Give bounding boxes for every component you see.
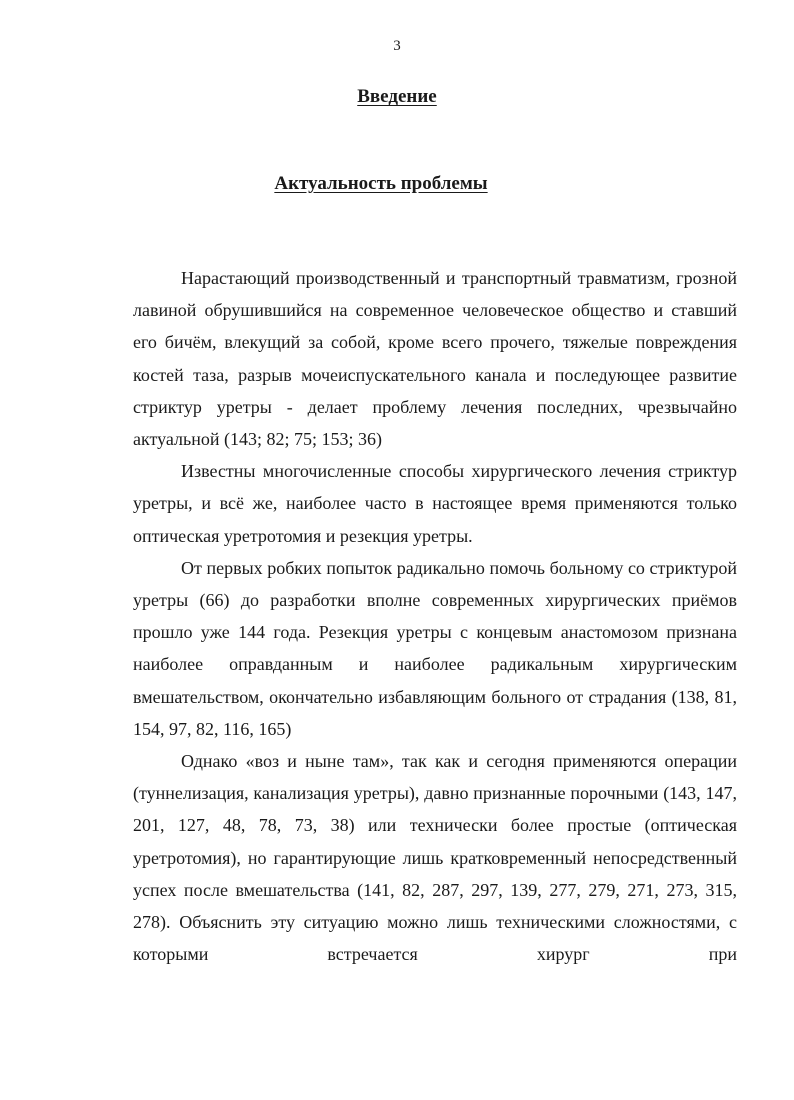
section-title: Введение [357, 86, 437, 107]
paragraph: Нарастающий производственный и транспортный травматизм, грозной лавиной обрушившийся на современное человеческое общество и ставший его бичём, влекущий за собой, кроме всего прочего, тяжелые повреждения костей таза, разрыв мочеиспускательного канала и последующее развитие стриктур уретры - делает проблему лечения последних, чрезвычайно актуальной (143; 82; 75; 153; 36) [133, 268, 737, 450]
body-text [133, 262, 737, 970]
paragraph: Однако «воз и ныне там», так как и сегодня применяются операции (туннелизация, канализация уретры), давно признанные порочными (143, 147, 201, 127, 48, 78, 73, 38) или технически более простые (оптическая уретротомия), но гарантирующие лишь кратковременный непосредственный успех после вмешательства (141, 82, 287, 297, 139, 277, 279, 271, 273, 315, 278). Объяснить эту ситуацию можно лишь техническими сложностями, с которыми встречается хирург при [133, 751, 737, 965]
paragraph: От первых робких попыток радикально помочь больному со стриктурой уретры (66) до разработки вполне современных хирургических приёмов прошло уже 144 года. Резекция уретры с концевым анастомозом признана наиболее оправданным и наиболее радикальным хирургическим вмешательством, окончательно избавляющим больного от страдания (138, 81, 154, 97, 82, 116, 165) [133, 557, 737, 739]
page-number: 3 [393, 38, 401, 54]
paragraph: Известны многочисленные способы хирургического лечения стриктур уретры, и всё же, наиболее часто в настоящее время применяются только оптическая уретротомия и резекция уретры. [133, 461, 737, 546]
section-subtitle: Актуальность проблемы [274, 173, 488, 194]
